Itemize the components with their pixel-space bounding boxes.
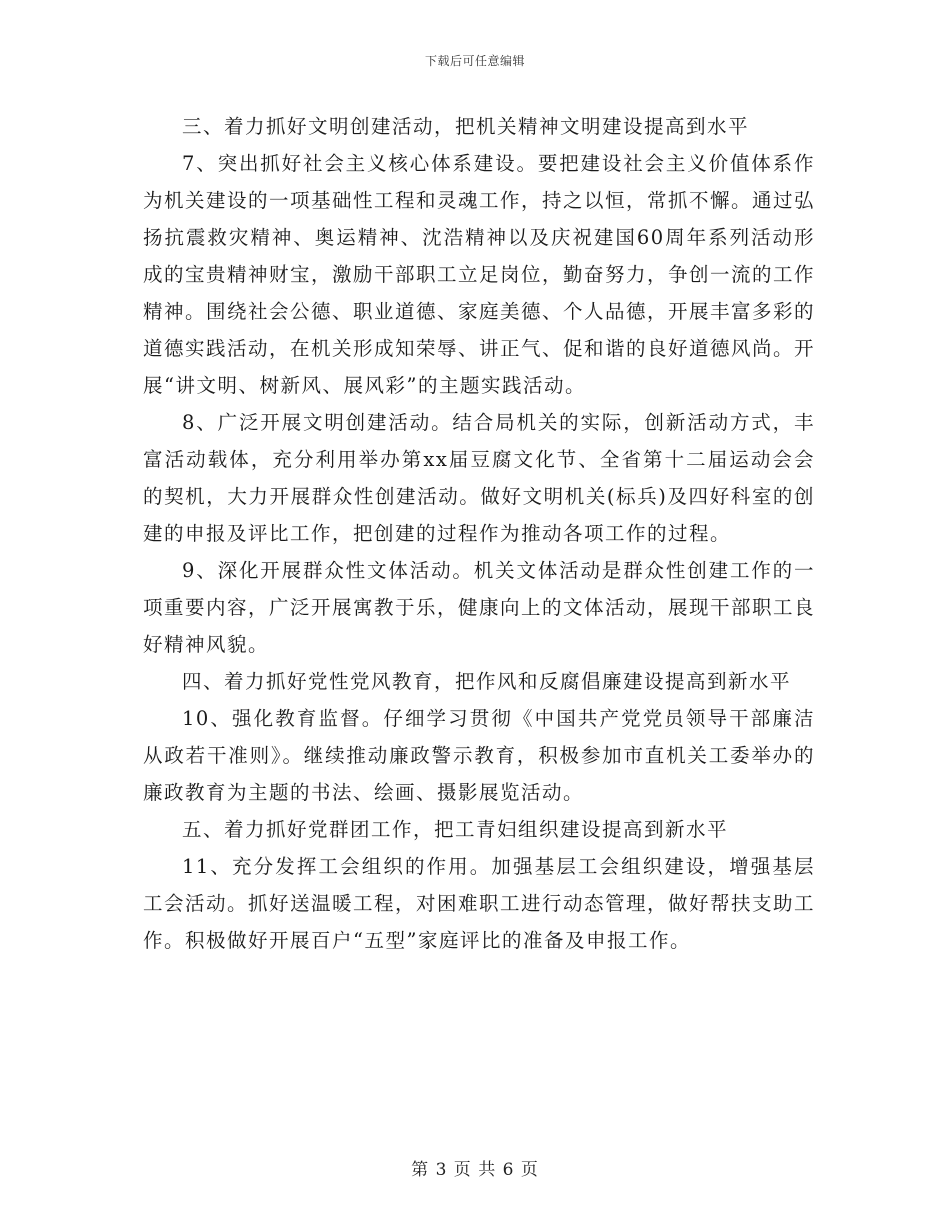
section-heading-3: 三、着力抓好文明创建活动，把机关精神文明建设提高到水平 xyxy=(182,115,750,138)
document-body xyxy=(143,108,815,959)
paragraph-item-11: 11、充分发挥工会组织的作用。加强基层工会组织建设，增强基层工会活动。抓好送温暖工程，对困难职工进行动态管理，做好帮扶支助工作。积极做好开展百户“五型”家庭评比的准备及申报工作。 xyxy=(143,855,816,952)
page-number-footer: 第 3 页 共 6 页 xyxy=(411,1160,539,1180)
paragraph-item-9: 9、深化开展群众性文体活动。机关文体活动是群众性创建工作的一项重要内容，广泛开展寓教于乐，健康向上的文体活动，展现干部职工良好精神风貌。 xyxy=(143,559,816,656)
page-header: 下载后可任意编辑 xyxy=(424,54,525,68)
section-heading-4: 四、着力抓好党性党风教育，把作风和反腐倡廉建设提高到新水平 xyxy=(182,670,792,693)
paragraph-item-7: 7、突出抓好社会主义核心体系建设。要把建设社会主义价值体系作为机关建设的一项基础性工程和灵魂工作，持之以恒，常抓不懈。通过弘扬抗震救灾精神、奥运精神、沈浩精神以及庆祝建国60周年系列活动形成的宝贵精神财宝，激励干部职工立足岗位，勤奋努力，争创一流的工作精神。围绕社会公德、职业道德、家庭美德、个人品德，开展丰富多彩的道德实践活动，在机关形成知荣辱、讲正气、促和谐的良好道德风尚。开展“讲文明、树新风、展风彩”的主题实践活动。 xyxy=(143,152,816,397)
section-heading-5: 五、着力抓好党群团工作，把工青妇组织建设提高到新水平 xyxy=(182,818,729,841)
paragraph-item-8: 8、广泛开展文明创建活动。结合局机关的实际，创新活动方式，丰富活动载体，充分利用举办第xx届豆腐文化节、全省第十二届运动会会的契机，大力开展群众性创建活动。做好文明机关(标兵)及四好科室的创建的申报及评比工作，把创建的过程作为推动各项工作的过程。 xyxy=(143,411,815,545)
paragraph-item-10: 10、强化教育监督。仔细学习贯彻《中国共产党党员领导干部廉洁从政若干准则》。继续推动廉政警示教育，积极参加市直机关工委举办的廉政教育为主题的书法、绘画、摄影展览活动。 xyxy=(143,707,815,804)
